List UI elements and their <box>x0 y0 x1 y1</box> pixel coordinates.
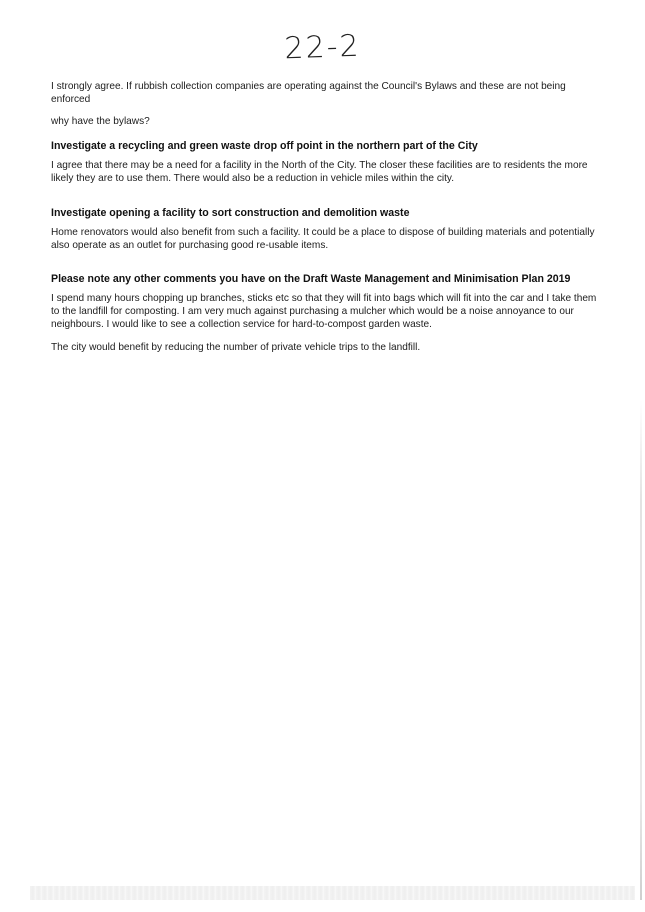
section-heading-other-comments: Please note any other comments you have on the Draft Waste Management and Minimisation Plan 2019 <box>51 273 571 285</box>
section-heading-recycling: Investigate a recycling and green waste drop off point in the northern part of the City <box>51 140 478 152</box>
section-body-recycling: I agree that there may be a need for a facility in the North of the City. The closer these facilities are to residents the more likely they are to use them. There would also be a reduction in vehicle miles within the city. <box>51 160 588 184</box>
handwritten-page-marker: 22-2 <box>283 28 362 67</box>
intro-text-line-2: why have the bylaws? <box>51 116 150 127</box>
section-body-other-comments-2: The city would benefit by reducing the number of private vehicle trips to the landfill. <box>51 342 421 353</box>
intro-text-line-1: I strongly agree. If rubbish collection companies are operating against the Council's Bylaws and these are not being enforced <box>51 81 566 105</box>
section-heading-construction: Investigate opening a facility to sort construction and demolition waste <box>51 207 410 219</box>
scan-noise-bottom <box>30 886 635 900</box>
section-body-construction: Home renovators would also benefit from such a facility. It could be a place to dispose of building materials and potentially also operate as an outlet for purchasing good re-usable items. <box>51 227 595 251</box>
scan-noise-right <box>640 400 642 900</box>
section-body-other-comments: I spend many hours chopping up branches, sticks etc so that they will fit into bags which will fit into the car and I take them to the landfill for composting. I am very much against purchasing a mulcher which would be a noise annoyance to our neighbours. I would like to see a collection service for hard-to-compost garden waste. <box>51 293 597 330</box>
document-body <box>51 80 606 354</box>
